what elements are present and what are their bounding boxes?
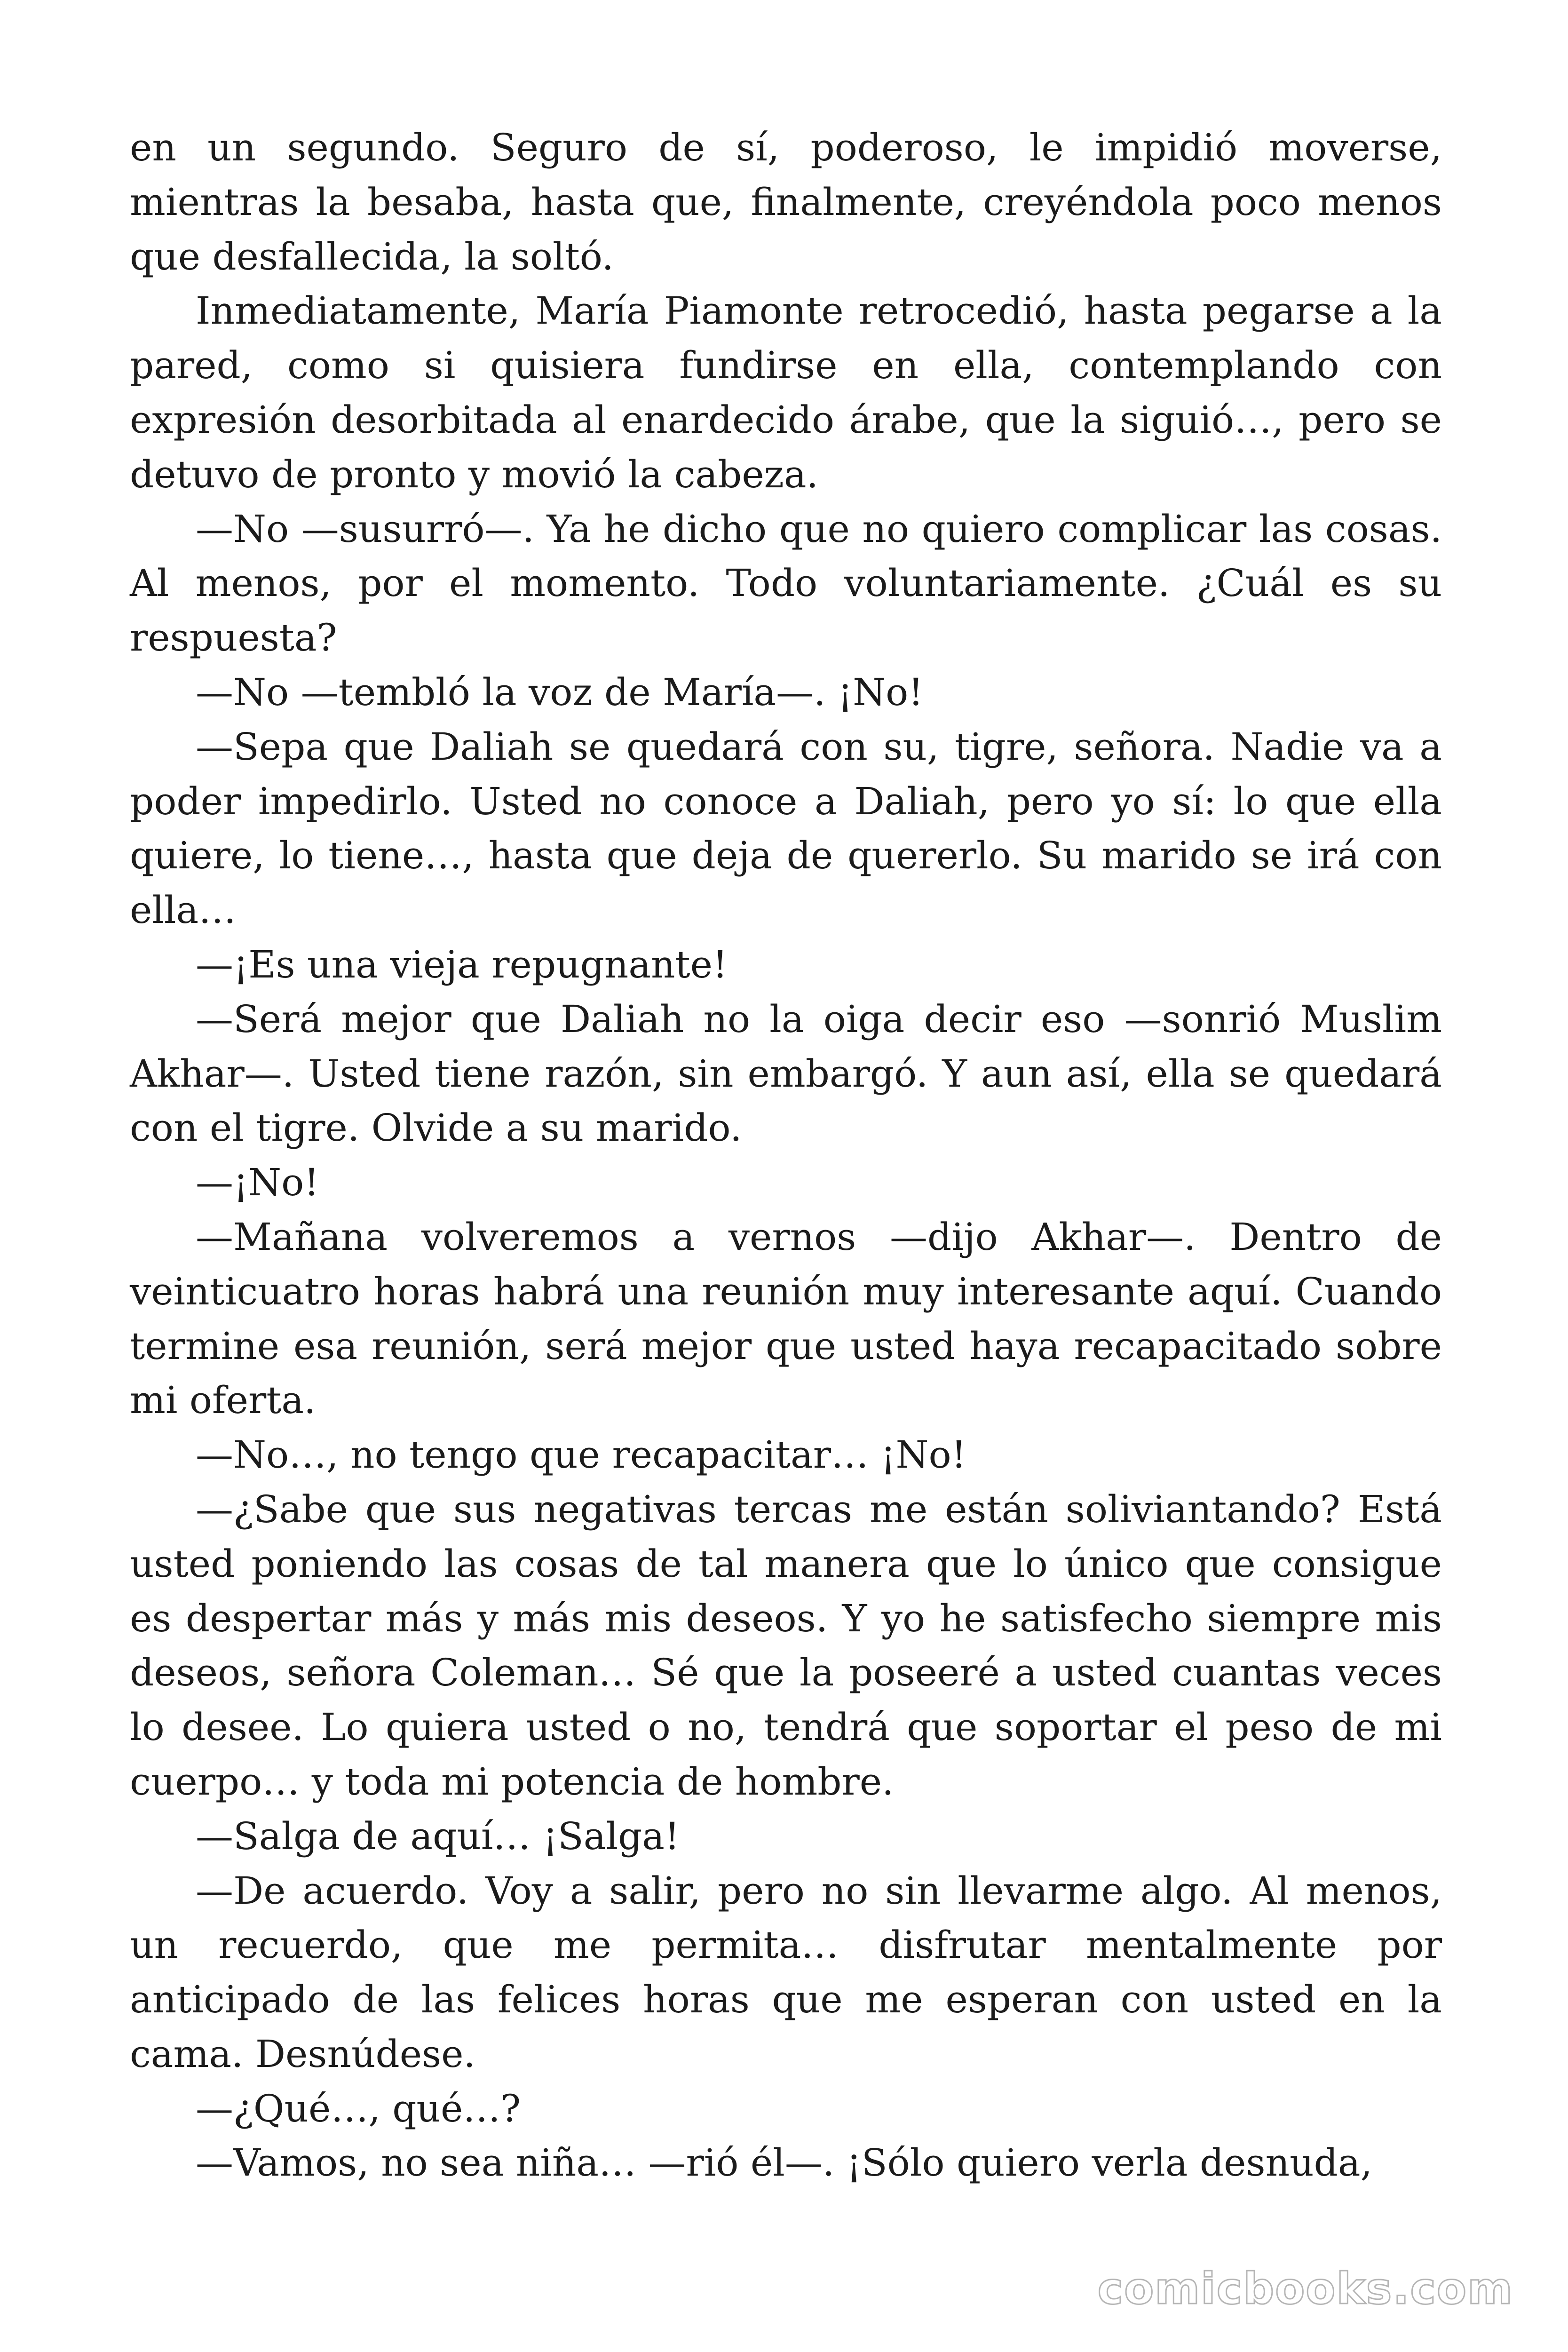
paragraph: —¡Es una vieja repugnante! <box>196 942 728 986</box>
paragraph: —Vamos, no sea niña… —rió él—. ¡Sólo quiero verla desnuda, <box>196 2141 1372 2185</box>
paragraph: en un segundo. Seguro de sí, poderoso, le impidió moverse, mientras la besaba, hasta que, finalmente, creyéndola poco menos que desfallecida, la soltó. <box>130 126 1442 278</box>
paragraph: —Será mejor que Daliah no la oiga decir eso —sonrió Muslim Akhar—. Usted tiene razón, sin embargó. Y aun así, ella se quedará con el tigre. Olvide a su marido. <box>130 997 1442 1150</box>
paragraph: —¿Sabe que sus negativas tercas me están soliviantando? Está usted poniendo las cosas de tal manera que lo único que consigue es despertar más y más mis deseos. Y yo he satisfecho siempre mis deseos, señora Coleman… Sé que la poseeré a usted cuantas veces lo desee. Lo quiera usted o no, tendrá que soportar el peso de mi cuerpo… y toda mi potencia de hombre. <box>130 1487 1442 1804</box>
page-body-text <box>130 120 1442 2190</box>
paragraph: —No —tembló la voz de María—. ¡No! <box>196 670 924 714</box>
paragraph: —Sepa que Daliah se quedará con su, tigre, señora. Nadie va a poder impedirlo. Usted no conoce a Daliah, pero yo sí: lo que ella quiere, lo tiene…, hasta que deja de quererlo. Su marido se irá con ella… <box>130 724 1442 932</box>
paragraph: —No…, no tengo que recapacitar… ¡No! <box>196 1433 966 1477</box>
paragraph: —De acuerdo. Voy a salir, pero no sin llevarme algo. Al menos, un recuerdo, que me permita… disfrutar mentalmente por anticipado de las felices horas que me esperan con usted en la cama. Desnúdese. <box>130 1868 1442 2076</box>
paragraph: —No —susurró—. Ya he dicho que no quiero complicar las cosas. Al menos, por el momento. Todo voluntariamente. ¿Cuál es su respuesta? <box>130 507 1442 660</box>
watermark: comicbooks.com <box>1097 2264 1513 2314</box>
paragraph: —Mañana volveremos a vernos —dijo Akhar—. Dentro de veinticuatro horas habrá una reunión muy interesante aquí. Cuando termine esa reunión, será mejor que usted haya recapacitado sobre mi oferta. <box>130 1215 1442 1422</box>
paragraph: —¿Qué…, qué…? <box>196 2086 521 2130</box>
paragraph: —Salga de aquí… ¡Salga! <box>196 1814 680 1858</box>
paragraph: Inmediatamente, María Piamonte retrocedió, hasta pegarse a la pared, como si quisiera fundirse en ella, contemplando con expresión desorbitada al enardecido árabe, que la siguió…, pero se detuvo de pronto y movió la cabeza. <box>130 289 1442 496</box>
paragraph: —¡No! <box>196 1160 319 1205</box>
